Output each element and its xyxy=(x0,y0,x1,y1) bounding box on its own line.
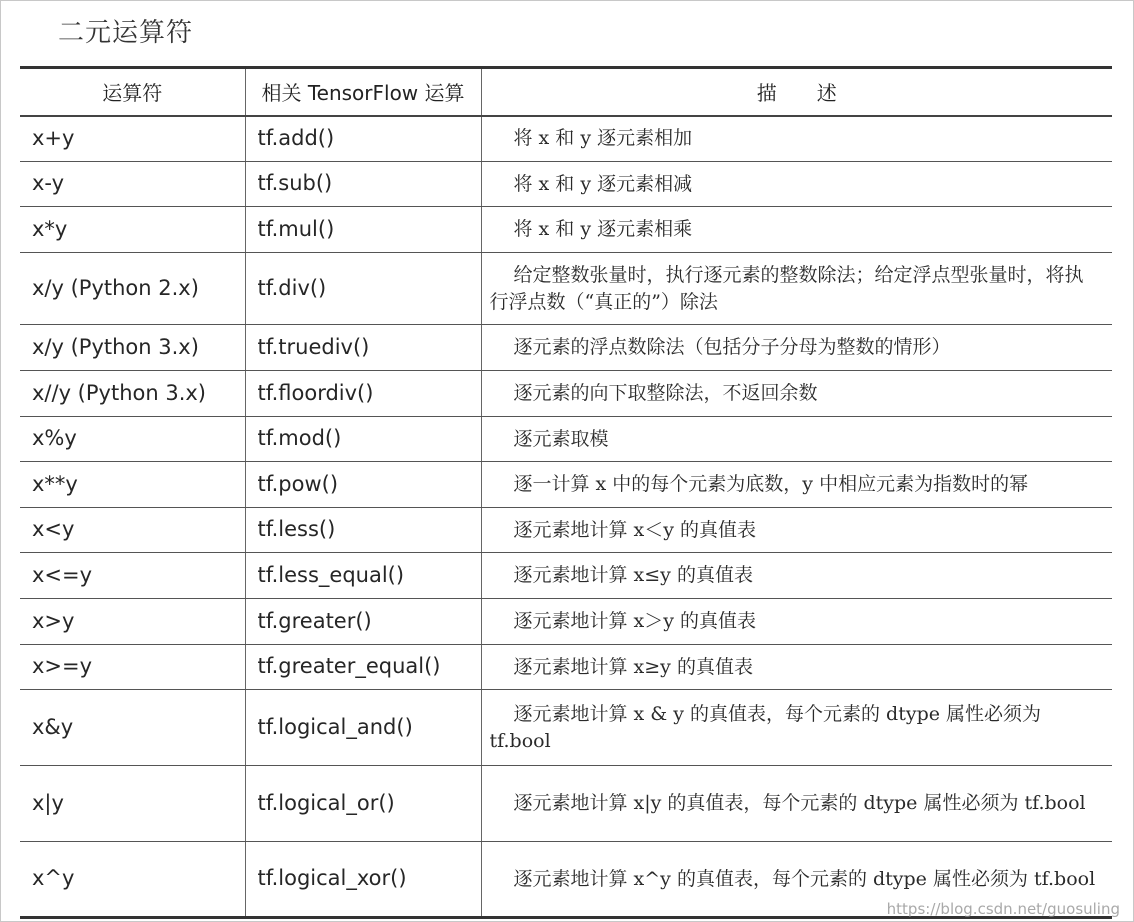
header-operator: 运算符 xyxy=(20,68,245,116)
table-row xyxy=(20,645,1112,690)
table-row xyxy=(20,508,1112,553)
function-cell: tf.logical_or() xyxy=(245,766,481,842)
operator-cell: x>=y xyxy=(20,645,245,690)
description-cell xyxy=(481,645,1112,690)
description-cell xyxy=(481,462,1112,508)
description-text: 逐元素的向下取整除法，不返回余数 xyxy=(513,382,818,404)
function-cell: tf.mod() xyxy=(245,417,481,462)
table-row xyxy=(20,690,1112,766)
function-cell: tf.logical_and() xyxy=(245,690,481,766)
operator-cell: x//y (Python 3.x) xyxy=(20,371,245,417)
operator-table-container xyxy=(20,66,1112,919)
table-row xyxy=(20,116,1112,162)
operator-cell: x+y xyxy=(20,116,245,162)
operator-cell: x/y (Python 3.x) xyxy=(20,325,245,371)
description-text: 将 x 和 y 逐元素相乘 xyxy=(513,218,693,240)
table-row xyxy=(20,599,1112,645)
function-cell: tf.greater_equal() xyxy=(245,645,481,690)
operator-cell: x&y xyxy=(20,690,245,766)
operator-cell: x^y xyxy=(20,842,245,918)
description-cell xyxy=(481,371,1112,417)
description-cell xyxy=(481,253,1112,325)
operator-cell: x<=y xyxy=(20,553,245,599)
table-row xyxy=(20,207,1112,253)
operator-cell: x-y xyxy=(20,162,245,207)
function-cell: tf.sub() xyxy=(245,162,481,207)
operator-table xyxy=(20,66,1112,919)
table-row xyxy=(20,553,1112,599)
description-text: 逐元素取模 xyxy=(513,427,609,450)
function-cell: tf.mul() xyxy=(245,207,481,253)
operator-cell: x%y xyxy=(20,417,245,462)
function-cell: tf.floordiv() xyxy=(245,371,481,417)
header-tensorflow-op: 相关 TensorFlow 运算 xyxy=(245,68,481,116)
description-cell xyxy=(481,553,1112,599)
description-text: 逐元素的浮点数除法（包括分子分母为整数的情形） xyxy=(513,336,951,358)
operator-cell: x>y xyxy=(20,599,245,645)
description-text: 将 x 和 y 逐元素相加 xyxy=(513,127,693,150)
description-cell xyxy=(481,116,1112,162)
table-header-row xyxy=(20,68,1112,116)
table-row xyxy=(20,371,1112,417)
description-cell xyxy=(481,690,1112,766)
description-text: 逐一计算 x 中的每个元素为底数，y 中相应元素为指数时的幂 xyxy=(513,473,1029,495)
description-cell xyxy=(481,766,1112,842)
description-text: 给定整数张量时，执行逐元素的整数除法；给定浮点型张量时，将执行浮点数（“真正的”）除法 xyxy=(489,263,1084,313)
table-row xyxy=(20,766,1112,842)
header-description: 描 述 xyxy=(481,68,1112,116)
function-cell: tf.add() xyxy=(245,116,481,162)
description-text: 逐元素地计算 x|y 的真值表，每个元素的 dtype 属性必须为 tf.bool xyxy=(513,792,1086,814)
operator-cell: x<y xyxy=(20,508,245,553)
description-cell xyxy=(481,599,1112,645)
table-row xyxy=(20,162,1112,207)
description-cell xyxy=(481,207,1112,253)
function-cell: tf.greater() xyxy=(245,599,481,645)
section-title: 二元运算符 xyxy=(58,18,194,48)
operator-cell: x**y xyxy=(20,462,245,508)
function-cell: tf.truediv() xyxy=(245,325,481,371)
description-cell xyxy=(481,417,1112,462)
description-text: 逐元素地计算 x＞y 的真值表 xyxy=(513,610,757,632)
description-text: 逐元素地计算 x & y 的真值表，每个元素的 dtype 属性必须为 tf.bool xyxy=(489,702,1042,752)
function-cell: tf.pow() xyxy=(245,462,481,508)
description-text: 逐元素地计算 x＜y 的真值表 xyxy=(513,518,757,541)
function-cell: tf.logical_xor() xyxy=(245,842,481,918)
description-cell xyxy=(481,162,1112,207)
operator-cell: x*y xyxy=(20,207,245,253)
operator-cell: x|y xyxy=(20,766,245,842)
description-text: 将 x 和 y 逐元素相减 xyxy=(513,172,693,195)
function-cell: tf.div() xyxy=(245,253,481,325)
operator-cell: x/y (Python 2.x) xyxy=(20,253,245,325)
table-row xyxy=(20,417,1112,462)
function-cell: tf.less_equal() xyxy=(245,553,481,599)
description-cell xyxy=(481,325,1112,371)
description-text: 逐元素地计算 x≤y 的真值表 xyxy=(513,564,753,586)
function-cell: tf.less() xyxy=(245,508,481,553)
description-text: 逐元素地计算 x≥y 的真值表 xyxy=(513,655,753,678)
watermark-url: https://blog.csdn.net/guosuling xyxy=(886,900,1120,918)
table-row xyxy=(20,462,1112,508)
description-cell xyxy=(481,508,1112,553)
table-row xyxy=(20,253,1112,325)
description-text: 逐元素地计算 x^y 的真值表，每个元素的 dtype 属性必须为 tf.bool xyxy=(513,867,1096,890)
table-row xyxy=(20,325,1112,371)
